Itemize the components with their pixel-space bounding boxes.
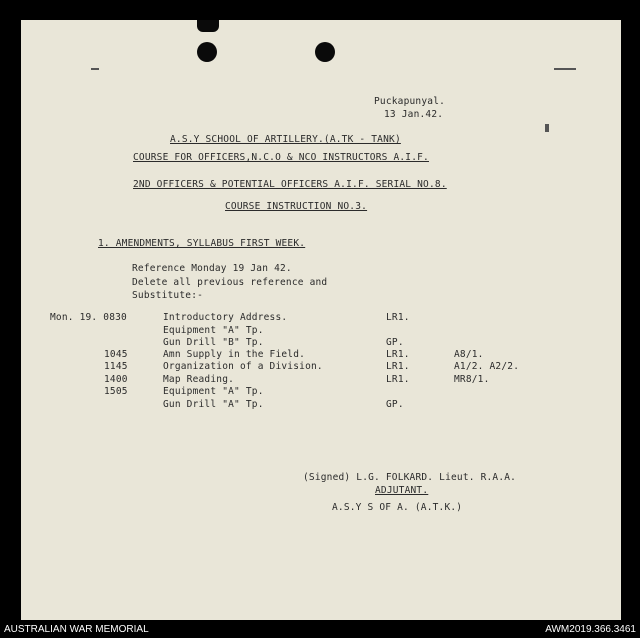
torn-edge: [197, 20, 219, 32]
schedule-time: 1400: [104, 374, 128, 385]
schedule-time: Mon. 19. 0830: [50, 312, 127, 323]
ink-mark: [545, 124, 549, 132]
schedule-subject: Introductory Address.: [163, 312, 288, 323]
schedule-subject: Amn Supply in the Field.: [163, 349, 306, 360]
punch-hole: [197, 42, 217, 62]
schedule-subject: Organization of a Division.: [163, 361, 323, 372]
ink-mark: [554, 68, 576, 70]
signature-title: ADJUTANT.: [375, 485, 429, 496]
schedule-by: LR1.: [386, 349, 410, 360]
schedule-ref: A1/2. A2/2.: [454, 361, 520, 372]
schedule-by: GP.: [386, 399, 404, 410]
intro-line: Delete all previous reference and: [132, 277, 328, 288]
heading-course: COURSE FOR OFFICERS,N.C.O & NCO INSTRUCTORS A.I.F.: [133, 152, 429, 163]
schedule-by: LR1.: [386, 312, 410, 323]
signature-unit: A.S.Y S OF A. (A.T.K.): [332, 502, 463, 513]
schedule-time: 1505: [104, 386, 128, 397]
schedule-by: GP.: [386, 337, 404, 348]
document-place: Puckapunyal.: [374, 96, 446, 107]
intro-line: Substitute:-: [132, 290, 204, 301]
schedule-ref: MR8/1.: [454, 374, 490, 385]
section-title: 1. AMENDMENTS, SYLLABUS FIRST WEEK.: [98, 238, 306, 249]
schedule-ref: A8/1.: [454, 349, 484, 360]
schedule-time: 1145: [104, 361, 128, 372]
schedule-subject: Equipment "A" Tp.: [163, 386, 264, 397]
schedule-subject: Equipment "A" Tp.: [163, 325, 264, 336]
schedule-by: LR1.: [386, 361, 410, 372]
footer-credit: AUSTRALIAN WAR MEMORIAL: [4, 624, 149, 635]
intro-line: Reference Monday 19 Jan 42.: [132, 263, 292, 274]
heading-instruction: COURSE INSTRUCTION NO.3.: [225, 201, 368, 212]
schedule-subject: Gun Drill "B" Tp.: [163, 337, 264, 348]
ink-mark: [91, 68, 99, 70]
heading-school: A.S.Y SCHOOL OF ARTILLERY.(A.TK - TANK): [170, 134, 401, 145]
footer-catalog-id: AWM2019.366.3461: [545, 624, 636, 635]
punch-hole: [315, 42, 335, 62]
document-date: 13 Jan.42.: [384, 109, 444, 120]
schedule-subject: Gun Drill "A" Tp.: [163, 399, 264, 410]
signature-line: (Signed) L.G. FOLKARD. Lieut. R.A.A.: [303, 472, 517, 483]
schedule-time: 1045: [104, 349, 128, 360]
schedule-by: LR1.: [386, 374, 410, 385]
schedule-subject: Map Reading.: [163, 374, 235, 385]
heading-serial: 2ND OFFICERS & POTENTIAL OFFICERS A.I.F. SERIAL NO.8.: [133, 179, 447, 190]
